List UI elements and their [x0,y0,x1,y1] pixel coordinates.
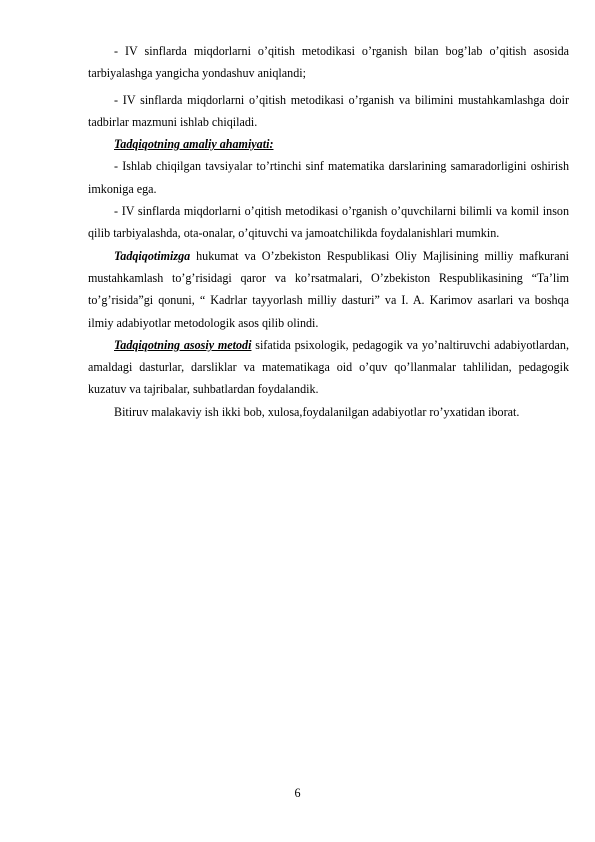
paragraph-main-method [88,334,569,401]
paragraph-text: sifatida psixologik, pedagogik va yo’naltiruvchi adabiyotlardan, amaldagi dasturlar, darsliklar va matematikaga oid o’quv qo’llanmalar tahlilidan, pedagogik kuzatuv va tajribalar, suhbatlardan foydalandik. [88,337,569,397]
paragraph-text: - Ishlab chiqilgan tavsiyalar to’rtinchi sinf matematika darslarining samaradorligini oshirish imkoniga ega. [88,159,569,196]
lead-methodological-basis: Tadqiqotimizga [114,248,191,263]
lead-main-method: Tadqiqotning asosiy metodi [114,337,252,352]
paragraph-scope-2 [88,89,569,134]
paragraph-text: - IV sinflarda miqdorlarni o’qitish metodikasi o’rganish o’quvchilarni bilimli va komil inson qilib tarbiyalashda, ota-onalar, o’qituvchi va jamoatchilikda foydalanishlari mumkin. [88,204,569,241]
paragraph-text: - IV sinflarda miqdorlarni o’qitish metodikasi o’rganish bilan bog’lab o’qitish asosida tarbiyalashga yangicha yondashuv aniqlandi; [88,44,569,81]
document-body [88,40,569,423]
paragraph-text: - IV sinflarda miqdorlarni o’qitish metodikasi o’rganish va bilimini mustahkamlashga doir tadbirlar mazmuni ishlab chiqiladi. [88,92,569,129]
paragraph-structure [88,401,569,423]
page-number: 6 [294,786,301,800]
paragraph-recommendations [88,155,569,200]
paragraph-methodological-basis [88,245,569,334]
paragraph-scope-1 [88,40,569,85]
section-heading-practical-significance [88,133,569,155]
paragraph-text: hukumat va O’zbekiston Respublikasi Oliy Majlisining milliy mafkurani mustahkamlash to’g’risidagi qaror va ko’rsatmalari, O’zbekiston Respublikasining “Ta’lim to’g’risida”gi qonuni, “ Kadrlar tayyorlash milliy dasturi” va I. A. Karimov asarlari va boshqa ilmiy adabiyotlar metodologik asos qilib olindi. [88,248,569,330]
paragraph-text: Bitiruv malakaviy ish ikki bob, xulosa,foydalanilgan adabiyotlar ro’yxatidan iborat. [114,404,520,419]
paragraph-usage [88,200,569,245]
heading-practical-significance: Tadqiqotning amaliy ahamiyati: [114,137,274,152]
